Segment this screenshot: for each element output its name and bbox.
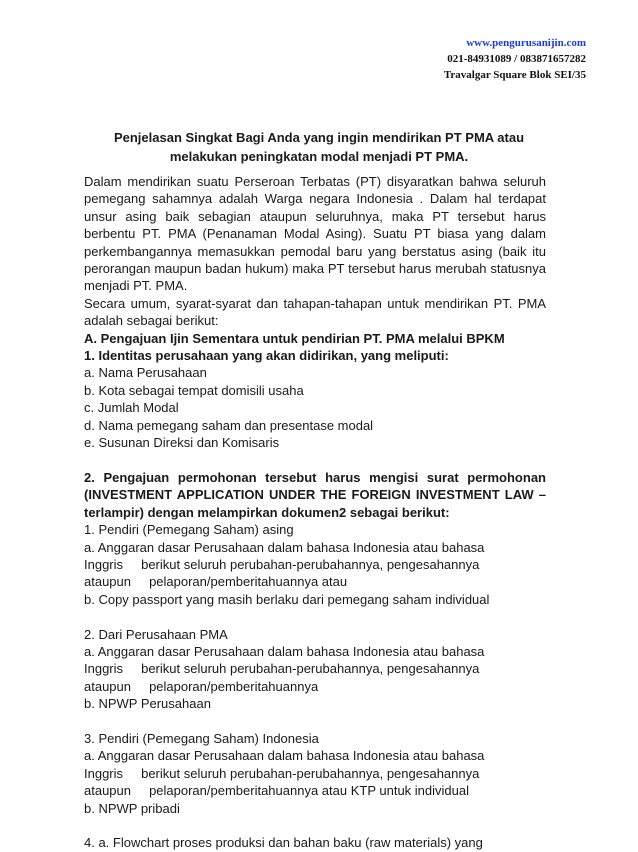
list-item: a. Nama Perusahaan [84, 365, 207, 381]
group-2-word: Inggris [84, 661, 124, 677]
group-3-word: ataupun [84, 783, 131, 799]
group-1-line: b. Copy passport yang masih berlaku dari pemegang saham individual [84, 591, 490, 607]
group-3-word: berikut seluruh perubahan-perubahannya, pengesahannya [141, 765, 480, 781]
item-2-heading: 2. Pengajuan permohonan tersebut harus mengisi surat permohonan (INVESTMENT APPLICATION UNDER THE FOREIGN INVESTMENT LAW – terlampir) dengan melampirkan dokumen2 sebagai berikut: [84, 469, 546, 520]
website-link[interactable]: www.pengurusanijin.com [466, 37, 586, 49]
group-3-line: b. NPWP pribadi [84, 800, 180, 816]
group-2-title: 2. Dari Perusahaan PMA [84, 626, 228, 642]
list-item: c. Jumlah Modal [84, 400, 179, 416]
group-1-word: Inggris [84, 556, 124, 572]
title-line-1: Penjelasan Singkat Bagi Anda yang ingin mendirikan PT PMA atau [113, 130, 525, 145]
group-3-line [84, 765, 546, 782]
group-2-word: berikut seluruh perubahan-perubahannya, pengesahannya [141, 661, 480, 677]
intro-requirements: Secara umum, syarat-syarat dan tahapan-tahapan untuk mendirikan PT. PMA adalah sebagai berikut: [84, 295, 546, 329]
intro-paragraph: Dalam mendirikan suatu Perseroan Terbatas (PT) disyaratkan bahwa seluruh pemegang sahamnya adalah Warga negara Indonesia . Dalam hal terdapat unsur asing baik sebagian ataupun seluruhnya, maka PT tersebut harus berbentu PT. PMA (Penanaman Modal Asing). Suatu PT biasa yang dalam perkembangannya memasukkan pemodal baru yang berstatus asing (baik itu perorangan maupun badan hukum) maka PT tersebut harus merubah statusnya menjadi PT. PMA. [84, 174, 546, 294]
list-item: e. Susunan Direksi dan Komisaris [84, 435, 280, 451]
document-title [84, 128, 554, 166]
group-3-title: 3. Pendiri (Pemegang Saham) Indonesia [84, 730, 319, 746]
spacer [84, 452, 546, 469]
phone-number: 021-84931089 / 083871657282 [447, 53, 586, 65]
page-header [444, 35, 586, 83]
list-item: d. Nama pemegang saham dan presentase modal [84, 417, 374, 433]
document-body [84, 173, 546, 852]
office-address: Travalgar Square Blok SEI/35 [443, 69, 586, 81]
group-1-word: ataupun [84, 574, 131, 590]
group-2-line: a. Anggaran dasar Perusahaan dalam bahasa Indonesia atau bahasa [84, 643, 485, 659]
group-3-word: Inggris [84, 765, 124, 781]
list-item: b. Kota sebagai tempat domisili usaha [84, 382, 304, 398]
group-1-line: a. Anggaran dasar Perusahaan dalam bahasa Indonesia atau bahasa [84, 539, 485, 555]
group-1-word: berikut seluruh perubahan-perubahannya, pengesahannya [141, 556, 480, 572]
group-2-line: b. NPWP Perusahaan [84, 696, 211, 712]
group-3-word: pelaporan/pemberitahuannya atau KTP untuk individual [149, 783, 469, 799]
group-2-line [84, 660, 546, 677]
group-1-line [84, 556, 546, 573]
group-3-line: a. Anggaran dasar Perusahaan dalam bahasa Indonesia atau bahasa [84, 748, 485, 764]
title-line-2: melakukan peningkatan modal menjadi PT PMA. [169, 149, 469, 164]
group-2-word: ataupun [84, 678, 131, 694]
item-4-line: 4. a. Flowchart proses produksi dan bahan baku (raw materials) yang [84, 835, 483, 851]
group-3-line [84, 782, 546, 799]
group-2-line [84, 678, 546, 695]
group-2-word: pelaporan/pemberitahuannya [149, 678, 319, 694]
group-1-word: pelaporan/pemberitahuannya atau [149, 574, 348, 590]
spacer [84, 713, 546, 730]
section-a-heading: A. Pengajuan Ijin Sementara untuk pendirian PT. PMA melalui BPKM [84, 330, 505, 346]
group-1-line [84, 573, 546, 590]
spacer [84, 608, 546, 625]
group-1-title: 1. Pendiri (Pemegang Saham) asing [84, 522, 294, 538]
item-1-heading: 1. Identitas perusahaan yang akan didirikan, yang meliputi: [84, 348, 449, 364]
